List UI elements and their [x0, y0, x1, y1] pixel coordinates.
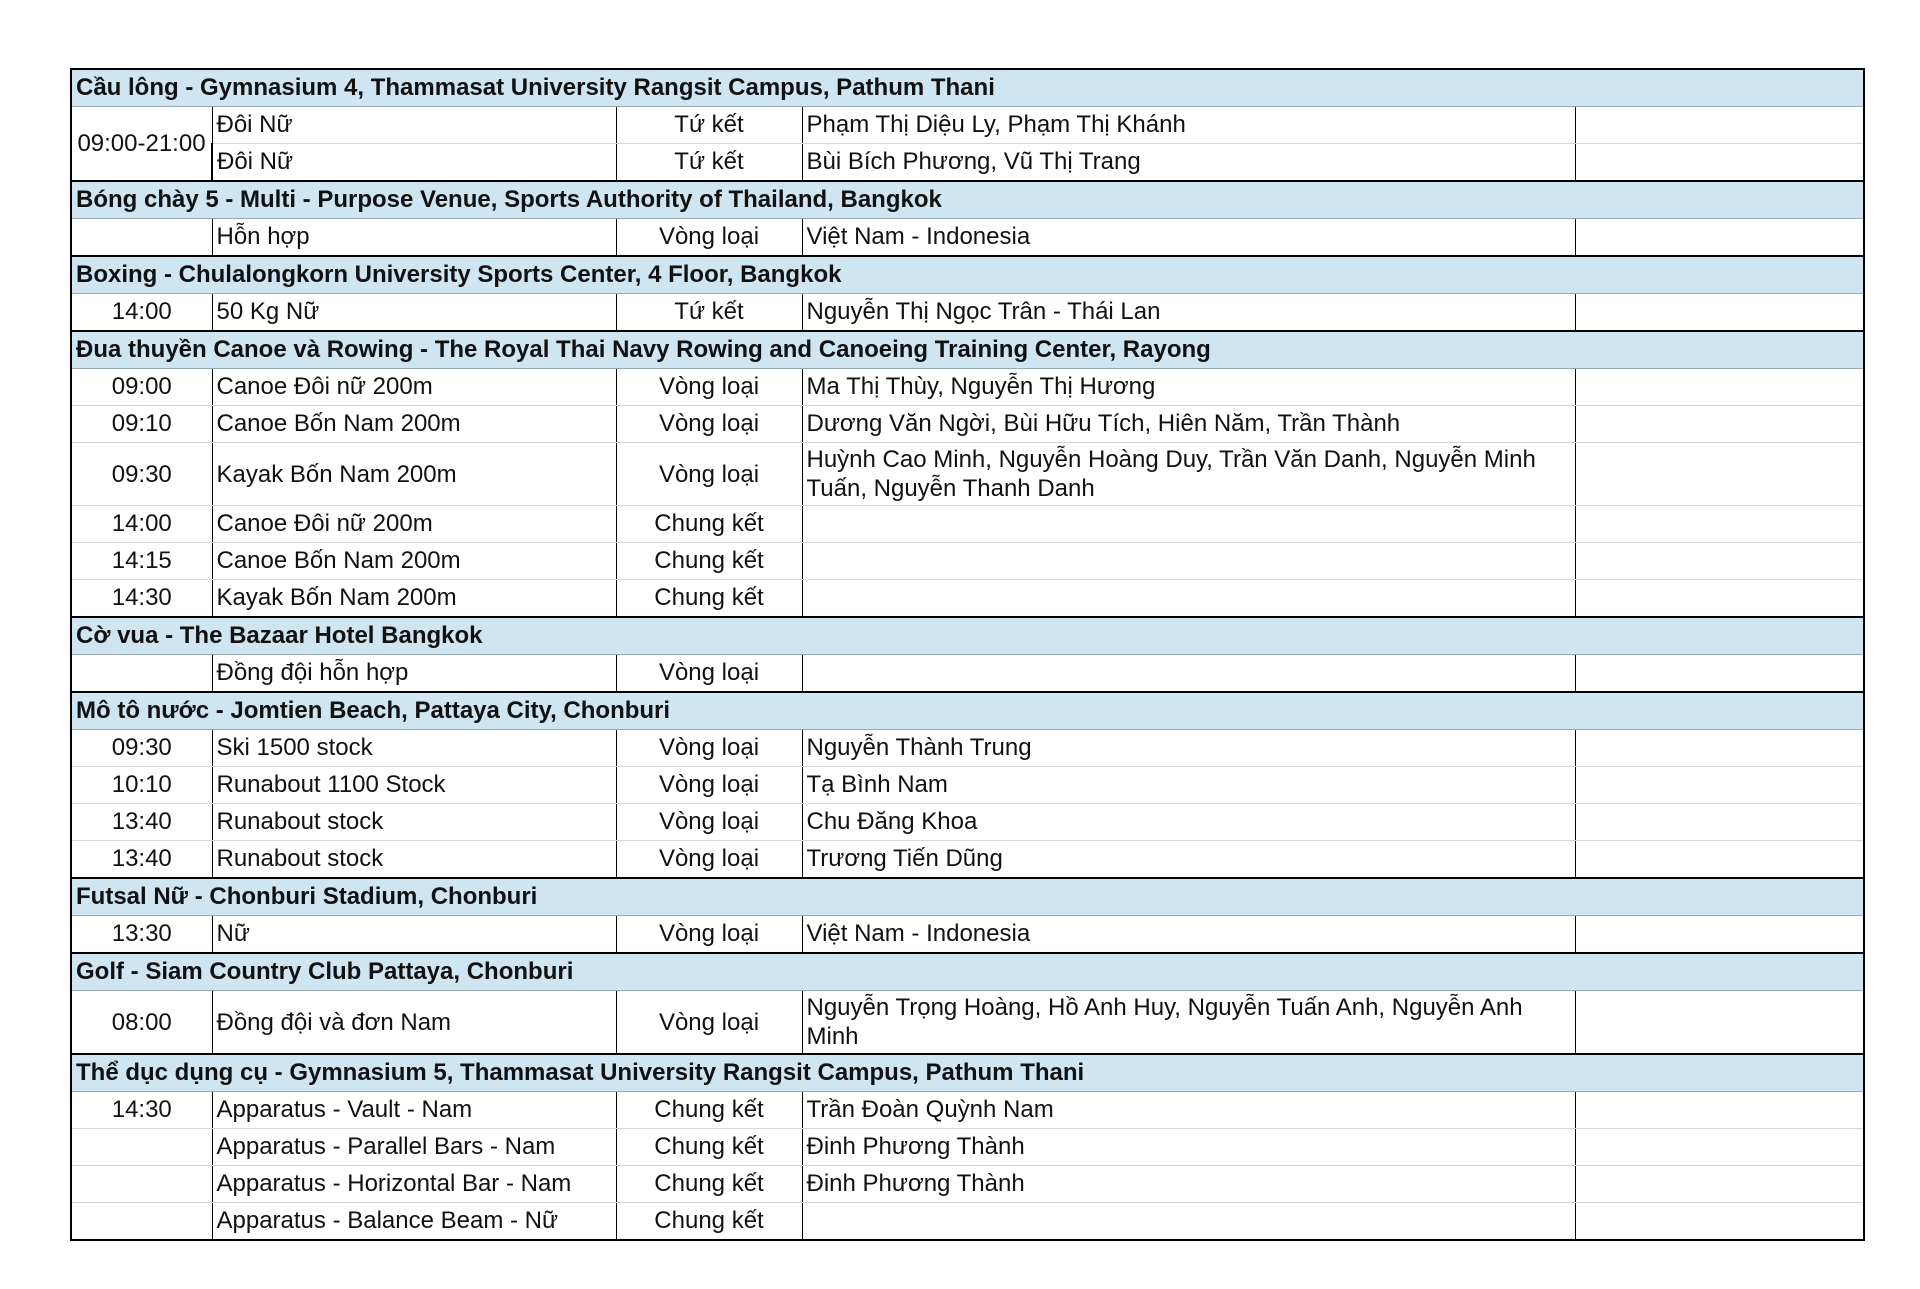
- event-cell: Ski 1500 stock: [212, 730, 616, 767]
- event-cell: Apparatus - Balance Beam - Nữ: [212, 1203, 616, 1241]
- time-cell: 14:00: [71, 294, 212, 332]
- round-cell: Tứ kết: [616, 294, 802, 332]
- athletes-cell: Bùi Bích Phương, Vũ Thị Trang: [802, 144, 1575, 182]
- round-cell: Vòng loại: [616, 991, 802, 1055]
- section-title: Đua thuyền Canoe và Rowing - The Royal Thai Navy Rowing and Canoeing Training Center, Rayong: [71, 331, 1864, 369]
- round-cell: Vòng loại: [616, 406, 802, 443]
- section-header: [71, 953, 1864, 991]
- time-cell: 13:40: [71, 804, 212, 841]
- athletes-cell: [802, 1203, 1575, 1241]
- athletes-cell: Đinh Phương Thành: [802, 1166, 1575, 1203]
- empty-cell: [1575, 543, 1864, 580]
- empty-cell: [1575, 655, 1864, 693]
- time-cell: 13:40: [71, 841, 212, 879]
- empty-cell: [1575, 1166, 1864, 1203]
- time-cell: 13:30: [71, 916, 212, 954]
- event-cell: Canoe Bốn Nam 200m: [212, 543, 616, 580]
- empty-cell: [1575, 580, 1864, 618]
- time-cell: [71, 1203, 212, 1241]
- empty-cell: [1575, 406, 1864, 443]
- empty-cell: [1575, 506, 1864, 543]
- table-row: [71, 580, 1864, 618]
- round-cell: Vòng loại: [616, 916, 802, 954]
- round-cell: Chung kết: [616, 543, 802, 580]
- event-cell: Đôi Nữ: [212, 107, 616, 144]
- table-row: [71, 767, 1864, 804]
- athletes-cell: Trương Tiến Dũng: [802, 841, 1575, 879]
- round-cell: Chung kết: [616, 580, 802, 618]
- table-row: [71, 506, 1864, 543]
- section-title: Boxing - Chulalongkorn University Sports Center, 4 Floor, Bangkok: [71, 256, 1864, 294]
- table-row: [71, 219, 1864, 257]
- round-cell: Vòng loại: [616, 443, 802, 506]
- empty-cell: [1575, 107, 1864, 144]
- round-cell: Vòng loại: [616, 804, 802, 841]
- table-row: [71, 991, 1864, 1055]
- athletes-cell: Nguyễn Trọng Hoàng, Hồ Anh Huy, Nguyễn Tuấn Anh, Nguyễn Anh Minh: [802, 991, 1575, 1055]
- event-cell: Đôi Nữ: [212, 144, 616, 182]
- table-row: [71, 107, 1864, 144]
- table-row: [71, 144, 1864, 182]
- section-header: [71, 692, 1864, 730]
- section-title: Golf - Siam Country Club Pattaya, Chonburi: [71, 953, 1864, 991]
- event-cell: Apparatus - Vault - Nam: [212, 1092, 616, 1129]
- athletes-cell: [802, 543, 1575, 580]
- section-header: [71, 256, 1864, 294]
- time-cell: 10:10: [71, 767, 212, 804]
- time-cell: 14:30: [71, 580, 212, 618]
- section-header: [71, 878, 1864, 916]
- table-row: [71, 841, 1864, 879]
- time-cell: 09:00-21:00: [71, 107, 212, 182]
- time-cell: 14:00: [71, 506, 212, 543]
- table-row: [71, 916, 1864, 954]
- event-cell: Runabout stock: [212, 841, 616, 879]
- empty-cell: [1575, 730, 1864, 767]
- empty-cell: [1575, 443, 1864, 506]
- time-cell: 08:00: [71, 991, 212, 1055]
- athletes-cell: Nguyễn Thành Trung: [802, 730, 1575, 767]
- time-cell: [71, 219, 212, 257]
- table-row: [71, 543, 1864, 580]
- athletes-cell: Huỳnh Cao Minh, Nguyễn Hoàng Duy, Trần Văn Danh, Nguyễn Minh Tuấn, Nguyễn Thanh Danh: [802, 443, 1575, 506]
- time-cell: 09:30: [71, 730, 212, 767]
- athletes-cell: Dương Văn Ngời, Bùi Hữu Tích, Hiên Năm, Trần Thành: [802, 406, 1575, 443]
- section-title: Futsal Nữ - Chonburi Stadium, Chonburi: [71, 878, 1864, 916]
- section-title: Cầu lông - Gymnasium 4, Thammasat University Rangsit Campus, Pathum Thani: [71, 69, 1864, 107]
- round-cell: Vòng loại: [616, 841, 802, 879]
- table-row: [71, 1092, 1864, 1129]
- empty-cell: [1575, 294, 1864, 332]
- athletes-cell: Nguyễn Thị Ngọc Trân - Thái Lan: [802, 294, 1575, 332]
- section-header: [71, 617, 1864, 655]
- event-cell: Hỗn hợp: [212, 219, 616, 257]
- table-row: [71, 1166, 1864, 1203]
- time-cell: [71, 655, 212, 693]
- table-row: [71, 804, 1864, 841]
- table-row: [71, 406, 1864, 443]
- table-row: [71, 1203, 1864, 1241]
- event-cell: Đồng đội và đơn Nam: [212, 991, 616, 1055]
- time-cell: 09:10: [71, 406, 212, 443]
- round-cell: Vòng loại: [616, 655, 802, 693]
- event-cell: Đồng đội hỗn hợp: [212, 655, 616, 693]
- table-row: [71, 443, 1864, 506]
- event-cell: Canoe Đôi nữ 200m: [212, 369, 616, 406]
- empty-cell: [1575, 1203, 1864, 1241]
- section-header: [71, 181, 1864, 219]
- section-title: Mô tô nước - Jomtien Beach, Pattaya City, Chonburi: [71, 692, 1864, 730]
- round-cell: Vòng loại: [616, 219, 802, 257]
- section-title: Cờ vua - The Bazaar Hotel Bangkok: [71, 617, 1864, 655]
- event-cell: Runabout 1100 Stock: [212, 767, 616, 804]
- empty-cell: [1575, 991, 1864, 1055]
- event-cell: 50 Kg Nữ: [212, 294, 616, 332]
- event-cell: Kayak Bốn Nam 200m: [212, 443, 616, 506]
- empty-cell: [1575, 1092, 1864, 1129]
- event-cell: Apparatus - Horizontal Bar - Nam: [212, 1166, 616, 1203]
- event-cell: Nữ: [212, 916, 616, 954]
- athletes-cell: Tạ Bình Nam: [802, 767, 1575, 804]
- round-cell: Chung kết: [616, 506, 802, 543]
- round-cell: Vòng loại: [616, 369, 802, 406]
- round-cell: Vòng loại: [616, 730, 802, 767]
- athletes-cell: Trần Đoàn Quỳnh Nam: [802, 1092, 1575, 1129]
- empty-cell: [1575, 767, 1864, 804]
- athletes-cell: Việt Nam - Indonesia: [802, 916, 1575, 954]
- empty-cell: [1575, 144, 1864, 182]
- section-header: [71, 331, 1864, 369]
- event-cell: Canoe Bốn Nam 200m: [212, 406, 616, 443]
- round-cell: Vòng loại: [616, 767, 802, 804]
- table-row: [71, 655, 1864, 693]
- event-cell: Apparatus - Parallel Bars - Nam: [212, 1129, 616, 1166]
- table-row: [71, 294, 1864, 332]
- time-cell: 14:30: [71, 1092, 212, 1129]
- table-row: [71, 730, 1864, 767]
- round-cell: Chung kết: [616, 1129, 802, 1166]
- athletes-cell: [802, 506, 1575, 543]
- empty-cell: [1575, 1129, 1864, 1166]
- round-cell: Chung kết: [616, 1166, 802, 1203]
- athletes-cell: Việt Nam - Indonesia: [802, 219, 1575, 257]
- time-cell: 14:15: [71, 543, 212, 580]
- round-cell: Chung kết: [616, 1092, 802, 1129]
- round-cell: Chung kết: [616, 1203, 802, 1241]
- athletes-cell: [802, 655, 1575, 693]
- time-cell: 09:00: [71, 369, 212, 406]
- table-row: [71, 1129, 1864, 1166]
- schedule-sheet: [70, 68, 1865, 1241]
- schedule-table: [70, 68, 1865, 1241]
- empty-cell: [1575, 219, 1864, 257]
- section-title: Thể dục dụng cụ - Gymnasium 5, Thammasat University Rangsit Campus, Pathum Thani: [71, 1054, 1864, 1092]
- athletes-cell: Phạm Thị Diệu Ly, Phạm Thị Khánh: [802, 107, 1575, 144]
- time-cell: [71, 1166, 212, 1203]
- athletes-cell: [802, 580, 1575, 618]
- event-cell: Kayak Bốn Nam 200m: [212, 580, 616, 618]
- round-cell: Tứ kết: [616, 144, 802, 182]
- event-cell: Canoe Đôi nữ 200m: [212, 506, 616, 543]
- round-cell: Tứ kết: [616, 107, 802, 144]
- table-row: [71, 369, 1864, 406]
- section-header: [71, 69, 1864, 107]
- section-header: [71, 1054, 1864, 1092]
- empty-cell: [1575, 841, 1864, 879]
- time-cell: [71, 1129, 212, 1166]
- event-cell: Runabout stock: [212, 804, 616, 841]
- empty-cell: [1575, 916, 1864, 954]
- athletes-cell: Chu Đăng Khoa: [802, 804, 1575, 841]
- athletes-cell: Ma Thị Thùy, Nguyễn Thị Hương: [802, 369, 1575, 406]
- empty-cell: [1575, 804, 1864, 841]
- athletes-cell: Đinh Phương Thành: [802, 1129, 1575, 1166]
- empty-cell: [1575, 369, 1864, 406]
- section-title: Bóng chày 5 - Multi - Purpose Venue, Sports Authority of Thailand, Bangkok: [71, 181, 1864, 219]
- time-cell: 09:30: [71, 443, 212, 506]
